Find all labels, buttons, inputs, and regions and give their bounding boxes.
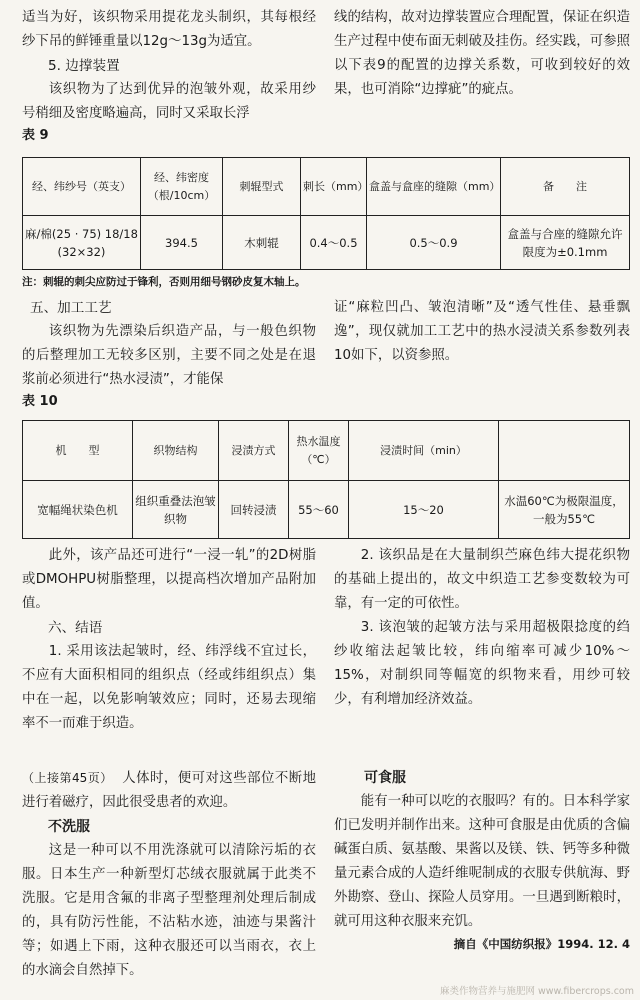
table-cell: 水温60℃为极限温度，一般为55℃	[499, 481, 630, 539]
bottom-left-column	[22, 766, 316, 983]
section-heading-conclusion: 六、结语	[48, 620, 103, 636]
paragraph: 这是一种可以不用洗涤就可以清除污垢的衣服。日本生产一种新型灯芯绒衣服就属于此类不洗服。它是用含氟的非离子型整理剂处理后制成的，具有防污性能，不沾粘水迹，油迹与果酱汁等；如遇上下雨，这种衣服还可以当雨衣，衣上的水滴会自然掉下。	[22, 843, 316, 978]
paragraph: 此外，该产品还可进行“一浸一轧”的2D树脂或DMOHPU树脂整理，以提高档次增加产品附加值。	[22, 548, 316, 611]
section-heading-processing: 五、加工工艺	[30, 300, 112, 316]
bottom-right-column	[334, 766, 630, 954]
table-cell: 15～20	[349, 481, 499, 539]
table-cell: 麻/棉(25 · 75) 18/18 (32×32)	[23, 216, 141, 270]
table-header-cell: 经、纬纱号（英支）	[23, 158, 141, 216]
paragraph: 证“麻粒凹凸、皱泡清晰”及“透气性佳、悬垂飘逸”，现仅就加工工艺中的热水浸渍关系参数列表10如下，以资参照。	[334, 300, 630, 363]
table-cell: 宽幅绳状染色机	[23, 481, 133, 539]
table-header-cell: 经、纬密度（根/10cm）	[141, 158, 223, 216]
process-right-column	[334, 296, 630, 368]
table-header-cell: 刺辊型式	[223, 158, 301, 216]
table-cell: 0.5～0.9	[367, 216, 501, 270]
conclusion-point-1: 1. 采用该法起皱时，经、纬浮线不宜过长，不应有大面积相同的组织点（经或纬组织点）集中在一起，以免影响皱效应；同时，还易去现缩率不一而难于织造。	[22, 644, 316, 731]
paragraph: 该织物为先漂染后织造产品，与一般色织物的后整理加工无较多区别，主要不同之处是在退浆前必须进行“热水浸渍”，才能保	[22, 324, 316, 387]
table-header-cell: 盒盖与盒座的缝隙（mm）	[367, 158, 501, 216]
table-header-row	[23, 158, 630, 216]
article-title-no-wash: 不洗服	[48, 819, 90, 835]
table-header-cell: 刺长（mm）	[301, 158, 367, 216]
conclusion-left-column	[22, 544, 316, 736]
table-cell: 盒盖与合座的缝隙允许限度为±0.1mm	[501, 216, 630, 270]
table-header-cell: 热水温度（℃）	[289, 421, 349, 481]
paragraph: 适当为好，该织物采用提花龙头制织，其每根经纱下吊的鲜锤重量以12g～13g为适宜。	[22, 10, 316, 49]
conclusion-point-2: 2. 该织品是在大量制织苎麻色纬大提花织物的基础上提出的，故文中织造工艺参变数较为可靠，有一定的可依性。	[334, 548, 630, 611]
paragraph: 能有一种可以吃的衣服吗？有的。日本科学家们已发明并制作出来。这种可食服是由优质的含偏碱蛋白质、氨基酸、果酱以及镁、铁、钙等多种微量元素合成的人造纤维呢制成的衣服专供航海、野外勘察、登山、探险人员穿用。一旦遇到断粮时，就可用这种衣服来充饥。	[334, 794, 630, 929]
table-10	[22, 420, 630, 539]
paragraph: 线的结构，故对边撑装置应合理配置，保证在织造生产过程中使布面无刺破及挂伤。经实践，可参照以下表9的配置的边撑关系数，可收到较好的效果，也可消除“边撑疵”的疵点。	[334, 10, 630, 97]
table-header-cell: 织物结构	[133, 421, 219, 481]
paragraph: 人体时，便可对这些部位不断地进行着磁疗，因此很受患者的欢迎。	[22, 771, 316, 810]
watermark: 麻类作物营养与施肥网 www.fibercrops.com	[439, 986, 634, 997]
table-header-row	[23, 421, 630, 481]
table-cell: 木刺辊	[223, 216, 301, 270]
table-header-cell: 备 注	[501, 158, 630, 216]
table-9-label: 表 9	[22, 128, 49, 143]
table-cell: 组织重叠法泡皱织物	[133, 481, 219, 539]
continued-from-marker: （上接第45页）	[22, 771, 113, 785]
table-cell: 394.5	[141, 216, 223, 270]
table-cell: 0.4～0.5	[301, 216, 367, 270]
table-row	[23, 216, 630, 270]
table-9-note: 注：刺辊的刺尖应防过于锋利，否则用细号钢砂皮复木轴上。	[22, 276, 306, 288]
paragraph: 该织物为了达到优异的泡皱外观，故采用纱号稍细及密度略遍高，同时又采取长浮	[22, 82, 316, 121]
section-heading-edge-support: 5. 边撑装置	[48, 58, 120, 74]
table-9	[22, 157, 630, 270]
conclusion-right-column	[334, 544, 630, 712]
table-row	[23, 481, 630, 539]
table-header-cell: 浸渍方式	[219, 421, 289, 481]
top-right-column	[334, 6, 630, 102]
table-10-label: 表 10	[22, 394, 58, 409]
top-left-column	[22, 6, 316, 146]
source-citation: 摘自《中国纺织报》1994. 12. 4	[453, 937, 630, 951]
table-header-cell	[499, 421, 630, 481]
conclusion-point-3: 3. 该泡皱的起皱方法与采用超极限捻度的绉纱收缩法起皱比较，纬向缩率可减少10%～15%，对制织同等幅宽的织物来看，用纱可较少，有利增加经济效益。	[334, 620, 630, 707]
table-cell: 55～60	[289, 481, 349, 539]
table-cell: 回转浸渍	[219, 481, 289, 539]
table-header-cell: 机 型	[23, 421, 133, 481]
article-title-edible: 可食服	[364, 770, 406, 786]
process-left-column	[22, 296, 316, 412]
table-header-cell: 浸渍时间（min）	[349, 421, 499, 481]
